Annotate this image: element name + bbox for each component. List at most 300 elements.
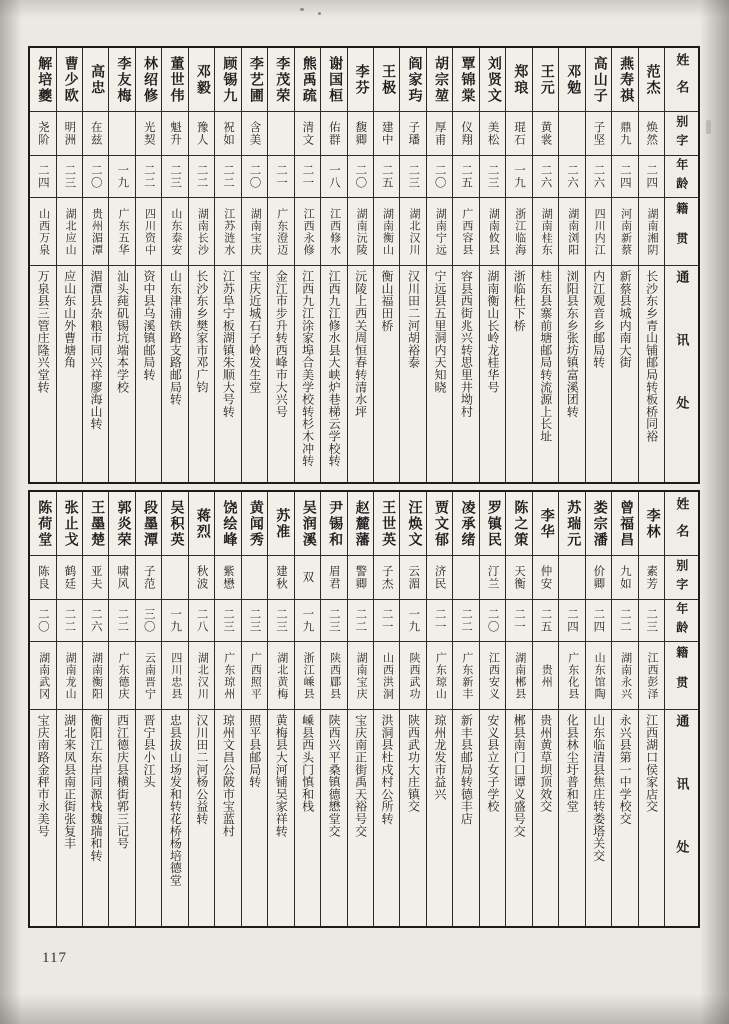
person-native: 湖南武冈 xyxy=(30,642,55,710)
person-name: 刘贤文 xyxy=(480,48,505,112)
person-name: 邓勉 xyxy=(559,48,584,112)
person-address: 永兴县第一中学校交 xyxy=(618,714,633,825)
person-address: 江西九江修水县大峡炉巷梯云学校转 xyxy=(327,270,342,467)
person-column xyxy=(56,48,82,482)
person-age: 二二 xyxy=(612,600,637,642)
directory-table-top xyxy=(28,46,700,484)
person-zi xyxy=(559,112,584,156)
person-address: 宝庆近城石子岭发生堂 xyxy=(247,270,262,393)
person-name: 阎家玙 xyxy=(400,48,425,112)
person-address: 忠县拔山场发和转花桥杨培德堂 xyxy=(168,714,183,887)
scan-speck xyxy=(706,120,711,134)
person-name: 郑琅 xyxy=(506,48,531,112)
person-column xyxy=(82,48,108,482)
person-name: 贾文郁 xyxy=(427,492,452,556)
person-name: 段墨潭 xyxy=(136,492,161,556)
person-native: 湖南桂东 xyxy=(533,198,558,266)
person-column xyxy=(426,492,452,926)
person-native: 湖南永兴 xyxy=(612,642,637,710)
person-address: 陕西兴平桑镇德懋堂交 xyxy=(327,714,342,837)
person-zi: 佑群 xyxy=(321,112,346,156)
person-name: 王墨楚 xyxy=(83,492,108,556)
person-zi: 天衡 xyxy=(506,556,531,600)
person-native: 江西修水 xyxy=(321,198,346,266)
person-column xyxy=(611,492,637,926)
person-zi: 双 xyxy=(295,556,320,600)
person-column xyxy=(267,48,293,482)
person-name: 蒋烈 xyxy=(189,492,214,556)
person-address: 浙临杜下桥 xyxy=(512,270,527,332)
person-zi: 价卿 xyxy=(586,556,611,600)
person-name: 罗镇民 xyxy=(480,492,505,556)
person-age: 二四 xyxy=(639,156,664,198)
person-address: 桂东县寨前塘邮局转流源上长址 xyxy=(538,270,553,443)
page-number: 117 xyxy=(42,950,67,966)
person-age: 一九 xyxy=(109,156,134,198)
person-age: 二六 xyxy=(586,156,611,198)
person-address: 浏阳县东乡张坊镇富溪团转 xyxy=(565,270,580,418)
person-column xyxy=(161,48,187,482)
person-age: 二三 xyxy=(480,156,505,198)
person-address: 湖北来凤县南正街张复丰 xyxy=(62,714,77,850)
person-zi: 黄裳 xyxy=(533,112,558,156)
person-name: 黄闻秀 xyxy=(242,492,267,556)
person-name: 尹锡和 xyxy=(321,492,346,556)
person-zi: 焕然 xyxy=(639,112,664,156)
person-address: 万泉县三管庄隆兴堂转 xyxy=(36,270,51,393)
person-column xyxy=(188,492,214,926)
person-age: 一九 xyxy=(400,600,425,642)
person-zi: 秋波 xyxy=(189,556,214,600)
person-address: 衡阳江东岸同源栈魏瑞和转 xyxy=(89,714,104,862)
person-address: 江苏阜宁板湖镇朱顺大号转 xyxy=(221,270,236,418)
person-name: 顾锡九 xyxy=(215,48,240,112)
person-zi: 建秋 xyxy=(268,556,293,600)
person-age: 二二 xyxy=(109,600,134,642)
person-column xyxy=(532,48,558,482)
person-column xyxy=(108,492,134,926)
person-age: 二二 xyxy=(453,600,478,642)
person-zi: 尧阶 xyxy=(30,112,55,156)
person-native: 河南新蔡 xyxy=(612,198,637,266)
person-address: 陕西武功大庄镇交 xyxy=(406,714,421,813)
person-address: 新丰县邮局转德丰店 xyxy=(459,714,474,825)
person-age: 二一 xyxy=(506,600,531,642)
person-address: 洪洞县杜戍村公所转 xyxy=(380,714,395,825)
person-native: 广东琼山 xyxy=(427,642,452,710)
person-age: 二一 xyxy=(374,600,399,642)
person-zi: 豫人 xyxy=(189,112,214,156)
person-age: 二六 xyxy=(83,600,108,642)
person-zi: 警卿 xyxy=(348,556,373,600)
row-header-age: 年龄 xyxy=(665,600,698,642)
person-column xyxy=(294,492,320,926)
person-zi xyxy=(109,112,134,156)
person-native: 广东德庆 xyxy=(109,642,134,710)
person-column xyxy=(108,48,134,482)
person-address: 江西湖口侯家店交 xyxy=(644,714,659,813)
person-age: 二五 xyxy=(533,600,558,642)
person-name: 胡宗堃 xyxy=(427,48,452,112)
person-native: 湖南郴县 xyxy=(506,642,531,710)
directory-table-bottom xyxy=(28,490,700,928)
person-native: 陕西武功 xyxy=(400,642,425,710)
person-age: 二三 xyxy=(268,600,293,642)
person-column xyxy=(347,492,373,926)
person-column xyxy=(399,492,425,926)
person-column xyxy=(558,492,584,926)
person-zi: 啸风 xyxy=(109,556,134,600)
person-column xyxy=(452,48,478,482)
person-name: 李林 xyxy=(639,492,664,556)
person-zi xyxy=(453,556,478,600)
person-native: 陕西郿县 xyxy=(321,642,346,710)
person-address: 容县西街兆兴转思里井坳村 xyxy=(459,270,474,418)
person-address: 应山东山外曹塘角 xyxy=(62,270,77,369)
person-name: 李茂荣 xyxy=(268,48,293,112)
directory-sheet xyxy=(28,46,700,928)
person-zi: 明洲 xyxy=(57,112,82,156)
person-address: 内江观音乡邮局转 xyxy=(591,270,606,369)
person-name: 张止戈 xyxy=(57,492,82,556)
person-address: 琼州文昌公陂市宝蓝村 xyxy=(221,714,236,837)
person-native: 江苏涟水 xyxy=(215,198,240,266)
person-zi xyxy=(268,112,293,156)
person-age: 二三 xyxy=(400,156,425,198)
person-native: 湖南宁远 xyxy=(427,198,452,266)
person-column xyxy=(585,48,611,482)
person-native: 广东新丰 xyxy=(453,642,478,710)
person-age: 二一 xyxy=(268,156,293,198)
person-column xyxy=(638,492,664,926)
row-header-column xyxy=(664,48,698,482)
person-address: 金江市步升转西峰市大兴号 xyxy=(274,270,289,418)
person-zi: 鹤廷 xyxy=(57,556,82,600)
person-native: 山东泰安 xyxy=(162,198,187,266)
person-zi: 在兹 xyxy=(83,112,108,156)
person-column xyxy=(426,48,452,482)
person-column xyxy=(30,48,55,482)
person-age: 二一 xyxy=(295,156,320,198)
person-name: 燕寿祺 xyxy=(612,48,637,112)
person-address: 江西九江涂家埠合美学校转杉木冲转 xyxy=(300,270,315,467)
person-zi: 汀兰 xyxy=(480,556,505,600)
person-name: 董世伟 xyxy=(162,48,187,112)
person-native: 山西洪洞 xyxy=(374,642,399,710)
person-name: 李艺圃 xyxy=(242,48,267,112)
person-address: 山东津浦铁路支路邮局转 xyxy=(168,270,183,406)
person-age: 二二 xyxy=(348,600,373,642)
person-column xyxy=(505,48,531,482)
row-header-native: 籍贯 xyxy=(665,642,698,710)
person-name: 郭炎荣 xyxy=(109,492,134,556)
person-name: 林绍修 xyxy=(136,48,161,112)
person-name: 王极 xyxy=(374,48,399,112)
person-zi: 光契 xyxy=(136,112,161,156)
person-native: 广西容县 xyxy=(453,198,478,266)
person-age: 一九 xyxy=(506,156,531,198)
person-age: 二三 xyxy=(639,600,664,642)
person-native: 江西彭泽 xyxy=(639,642,664,710)
person-native: 江西永修 xyxy=(295,198,320,266)
person-native: 湖北汉川 xyxy=(400,198,425,266)
person-column xyxy=(188,48,214,482)
person-column xyxy=(347,48,373,482)
person-column xyxy=(452,492,478,926)
person-name: 曾福昌 xyxy=(612,492,637,556)
person-column xyxy=(611,48,637,482)
person-zi: 厚甫 xyxy=(427,112,452,156)
scan-speck xyxy=(300,8,304,11)
person-zi xyxy=(162,556,187,600)
row-header-native: 籍贯 xyxy=(665,198,698,266)
person-column xyxy=(161,492,187,926)
person-native: 湖北黄梅 xyxy=(268,642,293,710)
person-age: 二五 xyxy=(374,156,399,198)
person-age: 二八 xyxy=(189,600,214,642)
person-native: 湖南湘阴 xyxy=(639,198,664,266)
person-age: 二五 xyxy=(453,156,478,198)
person-zi: 祝如 xyxy=(215,112,240,156)
person-age: 二二 xyxy=(136,156,161,198)
person-column xyxy=(638,48,664,482)
person-age: 一八 xyxy=(321,156,346,198)
person-address: 汉川田二河杨公益转 xyxy=(194,714,209,825)
person-address: 黄梅县大河铺吴家祥转 xyxy=(274,714,289,837)
person-column xyxy=(373,492,399,926)
person-zi: 子杰 xyxy=(374,556,399,600)
person-native: 湖南沅陵 xyxy=(348,198,373,266)
person-column xyxy=(585,492,611,926)
person-address: 湖南衡山长岭龙桂华号 xyxy=(485,270,500,393)
row-header-zi: 别字 xyxy=(665,556,698,600)
person-address: 嵊县西头门慎和栈 xyxy=(300,714,315,813)
person-name: 吴润溪 xyxy=(295,492,320,556)
person-zi xyxy=(559,556,584,600)
person-age: 二〇 xyxy=(30,600,55,642)
person-native: 湖北汉川 xyxy=(189,642,214,710)
person-name: 高忠 xyxy=(83,48,108,112)
person-age: 二六 xyxy=(533,156,558,198)
person-address: 山东临清县焦庄转娄塔关交 xyxy=(591,714,606,862)
person-name: 陈之策 xyxy=(506,492,531,556)
person-native: 山东馆陶 xyxy=(586,642,611,710)
person-address: 长沙东乡樊家市邓广钧 xyxy=(194,270,209,393)
row-header-address: 通讯处 xyxy=(674,270,690,459)
person-address: 长沙东乡青山铺邮局转板桥同裕 xyxy=(644,270,659,443)
person-name: 饶绘峰 xyxy=(215,492,240,556)
person-column xyxy=(294,48,320,482)
person-name: 曹少欧 xyxy=(57,48,82,112)
person-name: 解培夔 xyxy=(30,48,55,112)
person-name: 李华 xyxy=(533,492,558,556)
person-zi: 仪翔 xyxy=(453,112,478,156)
person-name: 苏瑞元 xyxy=(559,492,584,556)
person-age: 三〇 xyxy=(136,600,161,642)
person-name: 李芬 xyxy=(348,48,373,112)
person-native: 云南晋宁 xyxy=(136,642,161,710)
person-native: 四川忠县 xyxy=(162,642,187,710)
person-name: 苏准 xyxy=(268,492,293,556)
person-native: 湖南长沙 xyxy=(189,198,214,266)
person-name: 覃锦棠 xyxy=(453,48,478,112)
person-column xyxy=(82,492,108,926)
person-native: 广东澄迈 xyxy=(268,198,293,266)
person-column xyxy=(267,492,293,926)
person-native: 湖南龙山 xyxy=(57,642,82,710)
person-age: 二二 xyxy=(189,156,214,198)
person-name: 谢国桓 xyxy=(321,48,346,112)
person-age: 二三 xyxy=(162,156,187,198)
person-zi: 亚夫 xyxy=(83,556,108,600)
person-zi: 子璠 xyxy=(400,112,425,156)
person-name: 王世英 xyxy=(374,492,399,556)
person-age: 一九 xyxy=(162,600,187,642)
person-native: 四川资中 xyxy=(136,198,161,266)
person-address: 宁远县五里洞内天知晓 xyxy=(432,270,447,393)
person-zi: 美松 xyxy=(480,112,505,156)
person-name: 范杰 xyxy=(639,48,664,112)
person-native: 浙江临海 xyxy=(506,198,531,266)
person-age: 二四 xyxy=(612,156,637,198)
person-native: 贵州湄潭 xyxy=(83,198,108,266)
person-native: 湖南衡阳 xyxy=(83,642,108,710)
person-zi: 馥卿 xyxy=(348,112,373,156)
person-age: 二四 xyxy=(30,156,55,198)
person-zi: 云湄 xyxy=(400,556,425,600)
person-address: 化县林尘圩普和堂 xyxy=(565,714,580,813)
person-column xyxy=(479,492,505,926)
person-zi: 魁升 xyxy=(162,112,187,156)
person-zi: 建中 xyxy=(374,112,399,156)
person-zi: 眉君 xyxy=(321,556,346,600)
person-column xyxy=(241,48,267,482)
person-address: 资中县乌溪镇邮局转 xyxy=(141,270,156,381)
person-column xyxy=(373,48,399,482)
person-address: 汕头莼矶锡坑端本学校 xyxy=(115,270,130,393)
person-column xyxy=(320,492,346,926)
person-age: 二四 xyxy=(586,600,611,642)
person-column xyxy=(135,48,161,482)
person-native: 湖南浏阳 xyxy=(559,198,584,266)
person-native: 浙江嵊县 xyxy=(295,642,320,710)
person-age: 二〇 xyxy=(348,156,373,198)
person-native: 广东五华 xyxy=(109,198,134,266)
person-name: 陈荷堂 xyxy=(30,492,55,556)
person-age: 二〇 xyxy=(242,156,267,198)
person-address: 安义县立女子学校 xyxy=(485,714,500,813)
person-zi: 仲安 xyxy=(533,556,558,600)
person-native: 四川内江 xyxy=(586,198,611,266)
person-name: 吴积英 xyxy=(162,492,187,556)
person-native: 山西万泉 xyxy=(30,198,55,266)
person-column xyxy=(558,48,584,482)
person-column xyxy=(56,492,82,926)
person-native: 贵州 xyxy=(533,642,558,710)
person-zi: 琨石 xyxy=(506,112,531,156)
person-column xyxy=(320,48,346,482)
person-age: 二〇 xyxy=(427,156,452,198)
person-address: 宝庆南路金秤市永美号 xyxy=(36,714,51,837)
person-name: 熊禹疏 xyxy=(295,48,320,112)
person-address: 照平县邮局转 xyxy=(247,714,262,788)
person-age: 二二 xyxy=(57,600,82,642)
person-age: 二三 xyxy=(321,600,346,642)
person-age: 二三 xyxy=(242,600,267,642)
row-header-zi: 别字 xyxy=(665,112,698,156)
person-native: 广东化县 xyxy=(559,642,584,710)
person-column xyxy=(30,492,55,926)
person-native: 广西照平 xyxy=(242,642,267,710)
person-zi: 素芳 xyxy=(639,556,664,600)
person-column xyxy=(479,48,505,482)
person-address: 西江德庆县横街郭三记号 xyxy=(115,714,130,850)
person-name: 李友梅 xyxy=(109,48,134,112)
person-address: 晋宁县小江头 xyxy=(141,714,156,788)
person-zi: 陈良 xyxy=(30,556,55,600)
scan-speck xyxy=(318,12,321,15)
person-age: 二〇 xyxy=(83,156,108,198)
person-native: 江西安义 xyxy=(480,642,505,710)
person-native: 湖南衡山 xyxy=(374,198,399,266)
person-name: 邓毅 xyxy=(189,48,214,112)
row-header-address: 通讯处 xyxy=(674,714,690,903)
person-name: 凌承绪 xyxy=(453,492,478,556)
person-name: 王元 xyxy=(533,48,558,112)
row-header-column xyxy=(664,492,698,926)
person-column xyxy=(135,492,161,926)
person-age: 二二 xyxy=(215,156,240,198)
person-age: 一九 xyxy=(295,600,320,642)
person-column xyxy=(399,48,425,482)
person-age: 二三 xyxy=(215,600,240,642)
person-zi: 含美 xyxy=(242,112,267,156)
person-address: 汉川田二河胡裕泰 xyxy=(406,270,421,369)
person-native: 广东琼州 xyxy=(215,642,240,710)
person-address: 沅陵上西关周恒春转清水坪 xyxy=(353,270,368,418)
person-name: 赵麓藩 xyxy=(348,492,373,556)
person-zi xyxy=(242,556,267,600)
person-column xyxy=(505,492,531,926)
person-address: 湄潭县杂粮市同兴祥廖海山转 xyxy=(89,270,104,430)
person-age: 二四 xyxy=(559,600,584,642)
row-header-name: 姓名 xyxy=(665,492,698,556)
person-zi: 子范 xyxy=(136,556,161,600)
person-name: 娄宗潘 xyxy=(586,492,611,556)
row-header-age: 年龄 xyxy=(665,156,698,198)
person-column xyxy=(214,492,240,926)
row-header-name: 姓名 xyxy=(665,48,698,112)
person-zi: 鼎九 xyxy=(612,112,637,156)
person-column xyxy=(532,492,558,926)
person-column xyxy=(214,48,240,482)
person-address: 琼州龙发市益兴 xyxy=(432,714,447,801)
person-address: 宝庆南正街禹天裕号交 xyxy=(353,714,368,837)
person-zi: 紫懋 xyxy=(215,556,240,600)
person-zi: 九如 xyxy=(612,556,637,600)
person-native: 湖南攸县 xyxy=(480,198,505,266)
person-age: 二三 xyxy=(57,156,82,198)
person-age: 二六 xyxy=(559,156,584,198)
person-name: 高山子 xyxy=(586,48,611,112)
person-address: 新蔡县城内南大街 xyxy=(618,270,633,369)
person-column xyxy=(241,492,267,926)
person-address: 郴县南门口谭义盛号交 xyxy=(512,714,527,837)
person-address: 衡山福田桥 xyxy=(380,270,395,332)
person-age: 二〇 xyxy=(480,600,505,642)
person-native: 湖北应山 xyxy=(57,198,82,266)
person-zi: 济民 xyxy=(427,556,452,600)
